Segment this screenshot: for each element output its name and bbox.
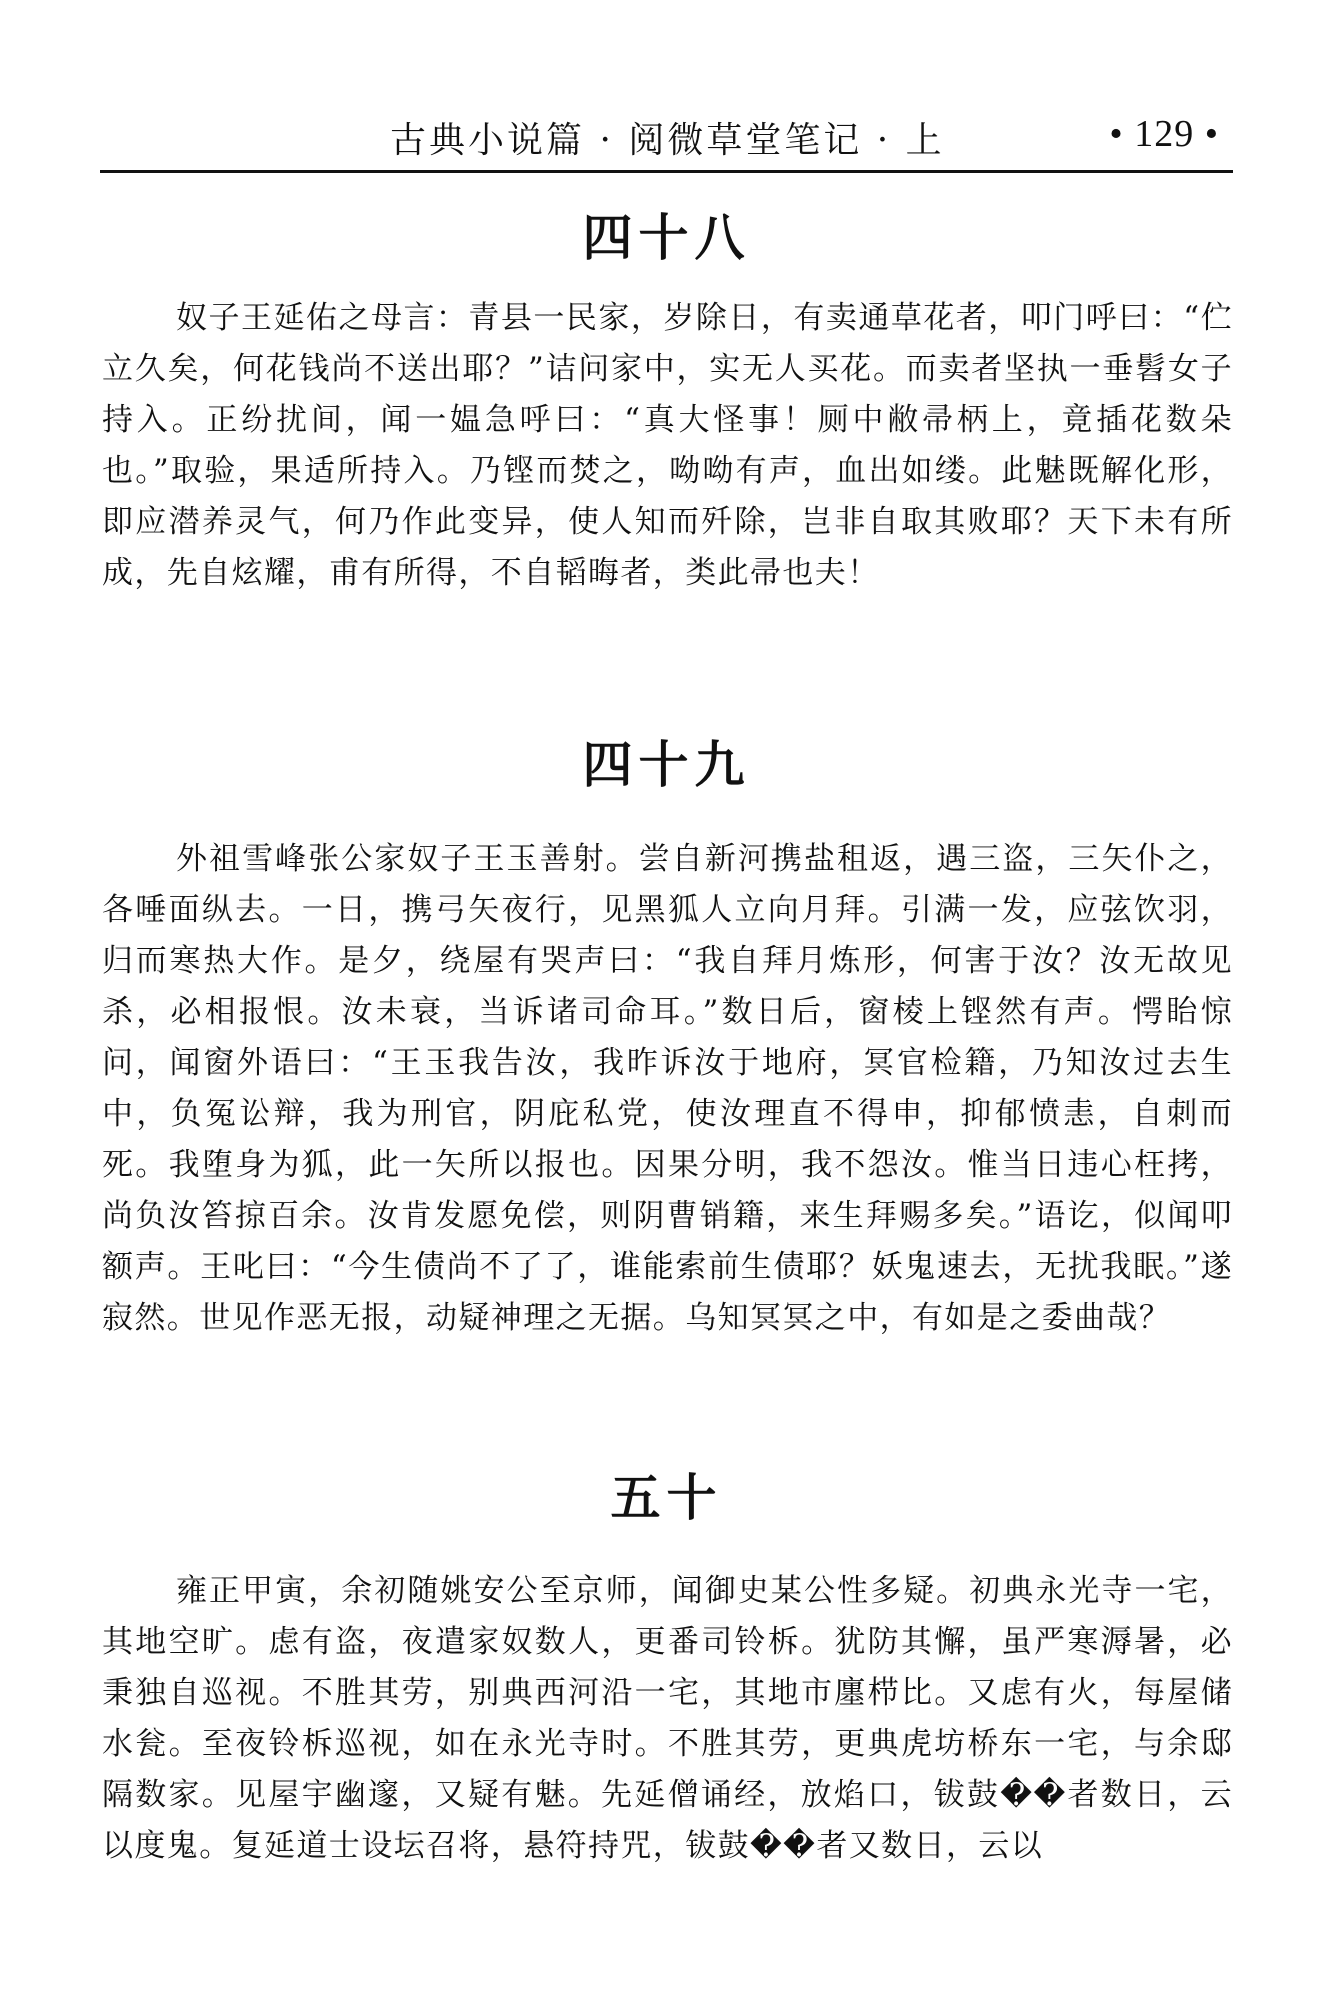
section-paragraph-50: 雍正甲寅，余初随姚安公至京师，闻御史某公性多疑。初典永光寺一宅，其地空旷。虑有盗，夜遣家奴数人，更番司铃柝。犹防其懈，虽严寒溽暑，必秉独自巡视。不胜其劳，别典西河沿一宅，其地市廛栉比。又虑有火，每屋储水瓮。至夜铃柝巡视，如在永光寺时。不胜其劳，更典虎坊桥东一宅，与余邸隔数家。见屋宇幽邃，又疑有魅。先延僧诵经，放焰口，钹鼓��者数日，云以度鬼。复延道士设坛召将，悬符持咒，钹鼓��者又数日，云以 (102, 1573, 1233, 1864)
section-heading-48: 四十八 (582, 209, 751, 267)
page-number: • 129 • (1109, 113, 1219, 155)
section-heading-50: 五十 (610, 1469, 723, 1527)
running-title: 古典小说篇 · 阅微草堂笔记 · 上 (390, 120, 945, 161)
section-paragraph-48: 奴子王延佑之母言：青县一民家，岁除日，有卖通草花者，叩门呼曰：“伫立久矣，何花钱尚不送出耶？”诘问家中，实无人买花。而卖者坚执一垂髫女子持入。正纷扰间，闻一媪急呼曰：“真大怪事！厕中敝帚柄上，竟插花数朵也。”取验，果适所持入。乃铿而焚之，呦呦有声，血出如缕。此魅既解化形，即应潜养灵气，何乃作此变异，使人知而歼除，岂非自取其败耶？天下未有所成，先自炫耀，甫有所得，不自韬晦者，类此帚也夫！ (102, 300, 1233, 591)
header-rule (100, 170, 1233, 173)
running-header (100, 112, 1233, 164)
section-heading-49: 四十九 (582, 736, 751, 794)
section-paragraph-49: 外祖雪峰张公家奴子王玉善射。尝自新河携盐租返，遇三盗，三矢仆之，各唾面纵去。一日，携弓矢夜行，见黑狐人立向月拜。引满一发，应弦饮羽，归而寒热大作。是夕，绕屋有哭声曰：“我自拜月炼形，何害于汝？汝无故见杀，必相报恨。汝未衰，当诉诸司命耳。”数日后，窗棱上铿然有声。愕眙惊问，闻窗外语曰：“王玉我告汝，我昨诉汝于地府，冥官检籍，乃知汝过去生中，负冤讼辩，我为刑官，阴庇私党，使汝理直不得申，抑郁愤恚，自刺而死。我堕身为狐，此一矢所以报也。因果分明，我不怨汝。惟当日违心枉拷，尚负汝笞掠百余。汝肯发愿免偿，则阴曹销籍，来生拜赐多矣。”语讫，似闻叩额声。王叱曰：“今生债尚不了了，谁能索前生债耶？妖鬼速去，无扰我眠。”遂寂然。世见作恶无报，动疑神理之无据。乌知冥冥之中，有如是之委曲哉？ (102, 841, 1233, 1336)
